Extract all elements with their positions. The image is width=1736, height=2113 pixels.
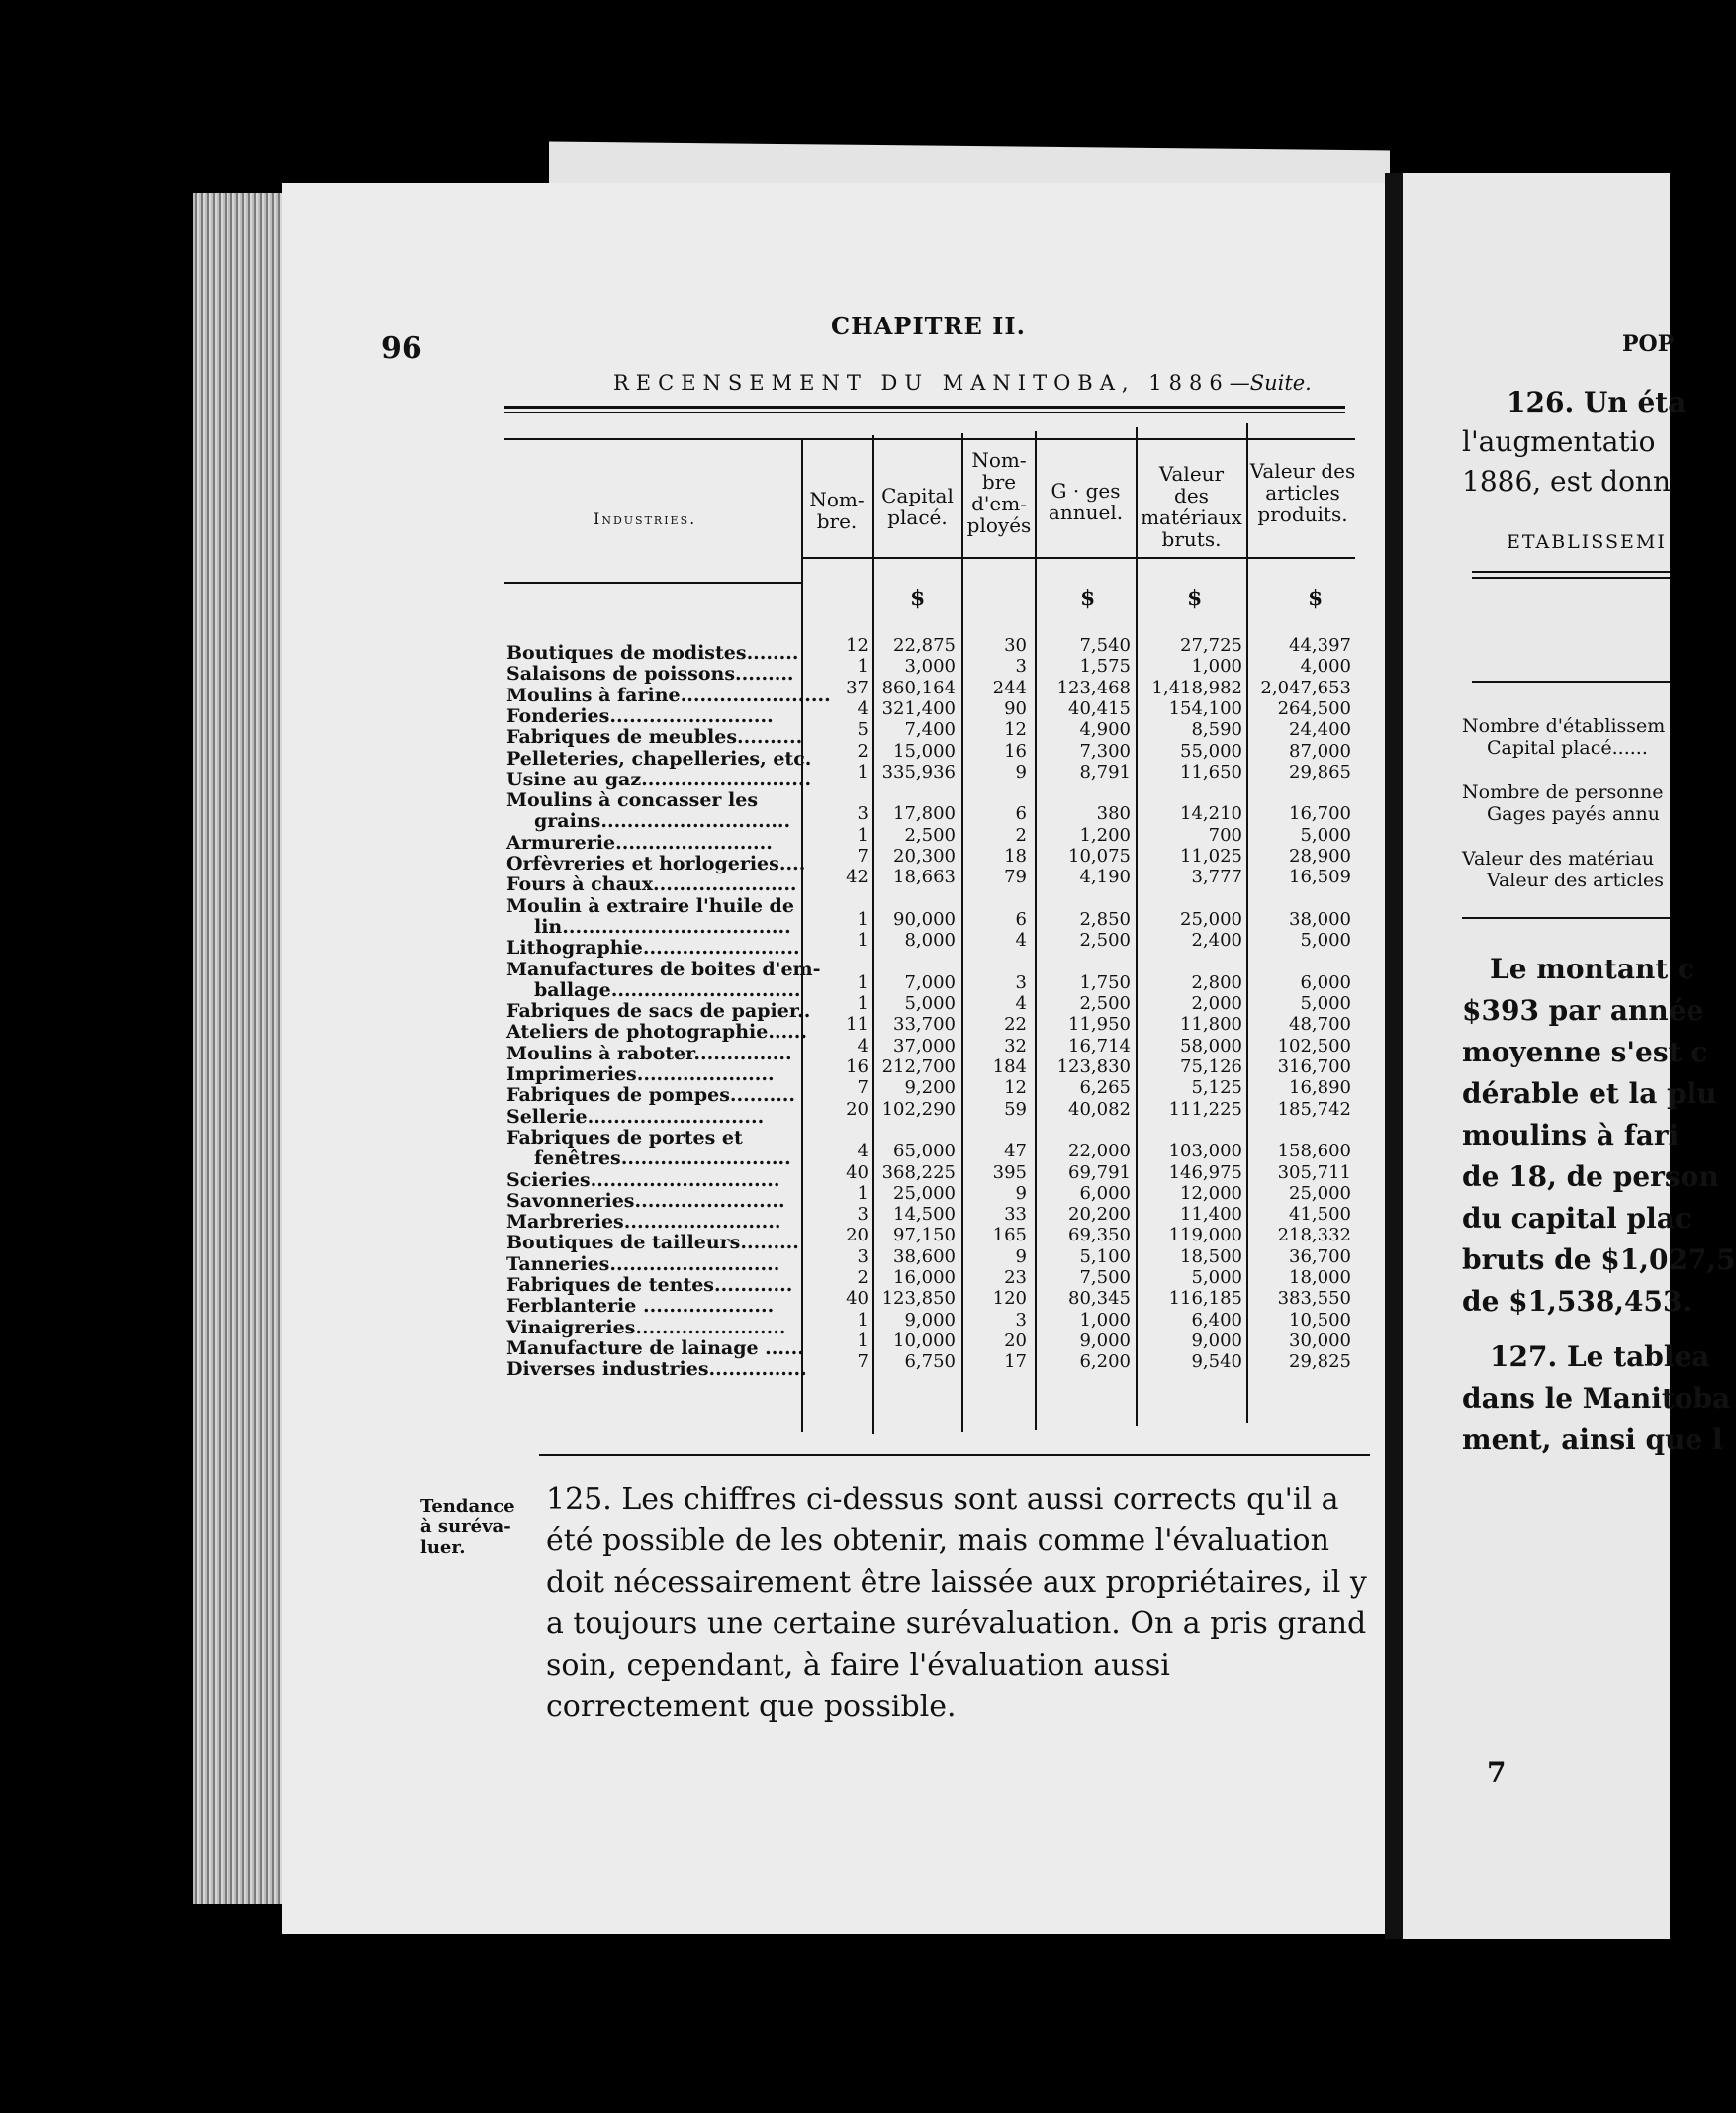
industry-label: Fabriques de meubles.......... (506, 726, 803, 749)
articles-cell: 87,000 (1289, 740, 1351, 762)
nombre-cell: 1 (857, 930, 868, 952)
materiaux-cell: 111,225 (1168, 1098, 1242, 1120)
right-page-footer: 7 (1487, 1756, 1507, 1789)
capital-cell: 9,200 (904, 1077, 956, 1099)
employes-cell: 184 (992, 1056, 1027, 1077)
nombre-cell: 1 (857, 824, 868, 846)
capital-cell: 9,000 (904, 1309, 956, 1331)
articles-cell: 264,500 (1277, 697, 1351, 719)
header-capital: Capital placé. (881, 484, 954, 529)
materiaux-cell: 75,126 (1180, 1056, 1242, 1077)
table-bottom-rule (539, 1454, 1370, 1456)
gages-cell: 80,345 (1068, 1288, 1131, 1310)
industry-label: Fonderies......................... (506, 704, 774, 727)
articles-cell: 36,700 (1289, 1245, 1351, 1267)
page-number: 96 (381, 331, 422, 366)
capital-cell: 16,000 (893, 1267, 956, 1288)
header-bottom-rule-right (801, 557, 1355, 559)
nombre-cell: 1 (857, 656, 868, 678)
materiaux-cell: 11,025 (1180, 846, 1242, 867)
margin-note-line: Tendance (420, 1496, 515, 1516)
articles-cell: 158,600 (1277, 1141, 1351, 1162)
nombre-cell: 12 (846, 635, 868, 656)
employes-cell: 20 (1004, 1330, 1027, 1351)
industry-label: Moulin à extraire l'huile de (506, 894, 794, 917)
articles-cell: 305,711 (1277, 1161, 1351, 1183)
capital-cell: 17,800 (893, 803, 956, 825)
nombre-cell: 42 (846, 867, 868, 888)
nombre-cell: 20 (846, 1098, 868, 1120)
gages-cell: 123,830 (1056, 1056, 1131, 1077)
montant-line: de $1,538,453. (1462, 1285, 1692, 1318)
industry-label: Savonneries....................... (506, 1189, 785, 1212)
employes-cell: 22 (1004, 1014, 1027, 1036)
industry-label: Fours à chaux...................... (506, 873, 797, 896)
materiaux-cell: 11,800 (1180, 1014, 1242, 1036)
capital-cell: 368,225 (881, 1161, 956, 1183)
nombre-cell: 5 (857, 719, 868, 741)
industry-label: fenêtres.......................... (534, 1148, 791, 1170)
nombre-cell: 7 (857, 1351, 868, 1373)
p127-line: 127. Le tablea (1490, 1340, 1710, 1373)
materiaux-cell: 1,000 (1191, 656, 1242, 678)
materiaux-cell: 55,000 (1180, 740, 1242, 762)
capital-cell: 102,290 (881, 1098, 956, 1120)
running-title-suffix: —Suite. (1229, 371, 1312, 395)
articles-cell: 10,500 (1289, 1309, 1351, 1331)
gages-cell: 6,000 (1079, 1182, 1131, 1204)
right-page-header: POP (1622, 331, 1675, 357)
right-rule (1472, 681, 1670, 683)
employes-cell: 47 (1004, 1141, 1027, 1162)
currency-symbol: $ (1187, 586, 1203, 611)
materiaux-cell: 12,000 (1180, 1182, 1242, 1204)
employes-cell: 2 (1015, 824, 1027, 846)
materiaux-cell: 6,400 (1191, 1309, 1242, 1331)
right-rule (1472, 571, 1670, 573)
capital-cell: 6,750 (904, 1351, 956, 1373)
materiaux-cell: 14,210 (1180, 803, 1242, 825)
industry-label: lin................................... (534, 915, 791, 938)
nombre-cell: 1 (857, 971, 868, 993)
margin-note-line: à suréva- (420, 1516, 511, 1537)
gages-cell: 6,200 (1079, 1351, 1131, 1373)
articles-cell: 6,000 (1300, 971, 1351, 993)
gages-cell: 4,190 (1079, 867, 1131, 888)
title-rule (504, 406, 1345, 413)
employes-cell: 18 (1004, 846, 1027, 867)
articles-cell: 30,000 (1289, 1330, 1351, 1351)
industry-label: Fabriques de tentes............ (506, 1274, 793, 1296)
capital-cell: 5,000 (904, 993, 956, 1015)
industry-label: Manufacture de lainage ...... (506, 1336, 804, 1359)
industry-label: Lithographie........................ (506, 937, 800, 960)
industry-label: Fabriques de pompes.......... (506, 1084, 796, 1107)
industry-label: Fabriques de portes et (506, 1126, 743, 1148)
articles-cell: 29,865 (1289, 761, 1351, 782)
employes-cell: 6 (1015, 908, 1027, 930)
gages-cell: 380 (1096, 803, 1131, 825)
industry-label: Boutiques de tailleurs......... (506, 1232, 799, 1254)
gages-cell: 2,850 (1079, 908, 1131, 930)
capital-cell: 7,400 (904, 719, 956, 741)
montant-line: moulins à fari (1462, 1119, 1680, 1151)
industry-label: Armurerie........................ (506, 831, 773, 854)
materiaux-cell: 5,125 (1191, 1077, 1242, 1099)
employes-cell: 17 (1004, 1351, 1027, 1373)
paragraph-125: 125. Les chiffres ci-dessus sont aussi corrects qu'il a été possible de les obtenir, mais comme l'évaluation doit nécessairement être laissée aux propriétaires, il y a toujours une certaine surévaluation. On a pris grand soin, cependant, à faire l'évaluation aussi correctement que possible. (546, 1482, 1367, 1724)
header-gages: G · ges annuel. (1048, 479, 1124, 524)
articles-cell: 41,500 (1289, 1204, 1351, 1226)
book-gutter (1385, 173, 1403, 1939)
nombre-cell: 4 (857, 697, 868, 719)
employes-cell: 12 (1004, 1077, 1027, 1099)
gages-cell: 11,950 (1068, 1014, 1131, 1036)
industry-label: Moulins à concasser les (506, 789, 759, 812)
running-title (613, 371, 1312, 395)
employes-cell: 59 (1004, 1098, 1027, 1120)
articles-cell: 18,000 (1289, 1267, 1351, 1288)
industry-label: Fabriques de sacs de papier.. (506, 1000, 811, 1023)
right-page (1403, 173, 1736, 1939)
industry-label: Vinaigreries....................... (506, 1316, 786, 1338)
right-rule (1472, 577, 1670, 579)
articles-cell: 16,890 (1289, 1077, 1351, 1099)
employes-cell: 79 (1004, 867, 1027, 888)
nombre-cell: 40 (846, 1288, 868, 1310)
articles-cell: 25,000 (1289, 1182, 1351, 1204)
nombre-cell: 7 (857, 846, 868, 867)
gages-cell: 5,100 (1079, 1245, 1131, 1267)
nombre-cell: 3 (857, 1204, 868, 1226)
nombre-cell: 1 (857, 1309, 868, 1331)
capital-cell: 10,000 (893, 1330, 956, 1351)
capital-cell: 97,150 (893, 1225, 956, 1246)
articles-cell: 102,500 (1277, 1035, 1351, 1056)
gages-cell: 6,265 (1079, 1077, 1131, 1099)
articles-cell: 24,400 (1289, 719, 1351, 741)
gages-cell: 40,082 (1068, 1098, 1131, 1120)
capital-cell: 22,875 (893, 635, 956, 656)
nombre-cell: 3 (857, 1245, 868, 1267)
articles-cell: 16,700 (1289, 803, 1351, 825)
header-top-rule (504, 438, 1355, 440)
gages-cell: 20,200 (1068, 1204, 1131, 1226)
nombre-cell: 1 (857, 1182, 868, 1204)
capital-cell: 90,000 (893, 908, 956, 930)
materiaux-cell: 25,000 (1180, 908, 1242, 930)
currency-symbol: $ (1080, 586, 1096, 611)
montant-line: Le montant c (1490, 953, 1695, 985)
currency-symbol: $ (1308, 586, 1324, 611)
employes-cell: 23 (1004, 1267, 1027, 1288)
capital-cell: 38,600 (893, 1245, 956, 1267)
industry-label: Moulins à raboter............... (506, 1042, 792, 1064)
montant-line: dérable et la plu (1462, 1077, 1717, 1110)
gages-cell: 69,350 (1068, 1225, 1131, 1246)
gages-cell: 16,714 (1068, 1035, 1131, 1056)
capital-cell: 15,000 (893, 740, 956, 762)
materiaux-cell: 3,777 (1191, 867, 1242, 888)
capital-cell: 33,700 (893, 1014, 956, 1036)
gages-cell: 69,791 (1068, 1161, 1131, 1183)
capital-cell: 212,700 (881, 1056, 956, 1077)
industry-label: Moulins à farine....................... (506, 684, 831, 706)
employes-cell: 12 (1004, 719, 1027, 741)
capital-cell: 7,000 (904, 971, 956, 993)
articles-cell: 4,000 (1300, 656, 1351, 678)
employes-cell: 3 (1015, 971, 1027, 993)
gages-cell: 40,415 (1068, 697, 1131, 719)
capital-cell: 65,000 (893, 1141, 956, 1162)
gages-cell: 2,500 (1079, 993, 1131, 1015)
articles-cell: 5,000 (1300, 930, 1351, 952)
gages-cell: 123,468 (1056, 677, 1131, 698)
articles-cell: 5,000 (1300, 993, 1351, 1015)
industry-label: Pelleteries, chapelleries, etc. (506, 747, 812, 770)
employes-cell: 9 (1015, 761, 1027, 782)
materiaux-cell: 146,975 (1168, 1161, 1242, 1183)
capital-cell: 123,850 (881, 1288, 956, 1310)
materiaux-cell: 1,418,982 (1151, 677, 1242, 698)
right-table-row: Nombre d'établissem (1462, 715, 1666, 737)
employes-cell: 4 (1015, 930, 1027, 952)
nombre-cell: 2 (857, 1267, 868, 1288)
articles-cell: 48,700 (1289, 1014, 1351, 1036)
p126-line: 1886, est donn (1462, 465, 1671, 498)
gages-cell: 7,300 (1079, 740, 1131, 762)
materiaux-cell: 154,100 (1168, 697, 1242, 719)
employes-cell: 90 (1004, 697, 1027, 719)
industry-label: Imprimeries..................... (506, 1063, 775, 1085)
nombre-cell: 16 (846, 1056, 868, 1077)
gages-cell: 7,500 (1079, 1267, 1131, 1288)
nombre-cell: 1 (857, 993, 868, 1015)
right-table-row: Gages payés annu (1487, 803, 1660, 825)
articles-cell: 218,332 (1277, 1225, 1351, 1246)
header-nombre: Nom- bre. (809, 488, 865, 533)
currency-symbol: $ (910, 586, 926, 611)
gages-cell: 1,750 (1079, 971, 1131, 993)
articles-cell: 29,825 (1289, 1351, 1351, 1373)
capital-cell: 14,500 (893, 1204, 956, 1226)
employes-cell: 4 (1015, 993, 1027, 1015)
margin-note (420, 1496, 515, 1558)
gages-cell: 9,000 (1079, 1330, 1131, 1351)
nombre-cell: 7 (857, 1077, 868, 1099)
gages-cell: 10,075 (1068, 846, 1131, 867)
header-articles: Valeur des articles produits. (1249, 459, 1356, 526)
header-bottom-rule (504, 582, 801, 584)
materiaux-cell: 9,000 (1191, 1330, 1242, 1351)
p127-line: dans le Manitoba (1462, 1382, 1731, 1415)
nombre-cell: 2 (857, 740, 868, 762)
gages-cell: 1,200 (1079, 824, 1131, 846)
industry-label: Scieries............................. (506, 1168, 780, 1191)
nombre-cell: 40 (846, 1161, 868, 1183)
materiaux-cell: 2,000 (1191, 993, 1242, 1015)
industry-label: ballage............................. (534, 978, 801, 1001)
employes-cell: 9 (1015, 1182, 1027, 1204)
articles-cell: 28,900 (1289, 846, 1351, 867)
p126-line: l'augmentatio (1462, 425, 1656, 458)
chapter-heading: CHAPITRE II. (831, 312, 1026, 340)
nombre-cell: 3 (857, 803, 868, 825)
capital-cell: 335,936 (881, 761, 956, 782)
employes-cell: 244 (992, 677, 1027, 698)
employes-cell: 120 (992, 1288, 1027, 1310)
capital-cell: 18,663 (893, 867, 956, 888)
employes-cell: 32 (1004, 1035, 1027, 1056)
capital-cell: 8,000 (904, 930, 956, 952)
materiaux-cell: 2,800 (1191, 971, 1242, 993)
materiaux-cell: 103,000 (1168, 1141, 1242, 1162)
materiaux-cell: 11,400 (1180, 1204, 1242, 1226)
employes-cell: 30 (1004, 635, 1027, 656)
gages-cell: 8,791 (1079, 761, 1131, 782)
montant-line: $393 par année (1462, 994, 1704, 1027)
industry-label: Boutiques de modistes........ (506, 642, 799, 664)
gages-cell: 22,000 (1068, 1141, 1131, 1162)
header-employes: Nom- bre d'em- ployés (966, 448, 1032, 537)
right-table-row: Capital placé...... (1487, 737, 1648, 759)
materiaux-cell: 18,500 (1180, 1245, 1242, 1267)
employes-cell: 3 (1015, 656, 1027, 678)
articles-cell: 316,700 (1277, 1056, 1351, 1077)
materiaux-cell: 116,185 (1168, 1288, 1242, 1310)
gages-cell: 1,000 (1079, 1309, 1131, 1331)
gages-cell: 2,500 (1079, 930, 1131, 952)
materiaux-cell: 58,000 (1180, 1035, 1242, 1056)
capital-cell: 25,000 (893, 1182, 956, 1204)
right-rule (1462, 917, 1670, 919)
nombre-cell: 1 (857, 1330, 868, 1351)
articles-cell: 38,000 (1289, 908, 1351, 930)
header-industries: Industries. (594, 509, 697, 528)
capital-cell: 37,000 (893, 1035, 956, 1056)
industry-label: Salaisons de poissons......... (506, 663, 794, 686)
industry-label: grains............................. (534, 810, 791, 833)
employes-cell: 16 (1004, 740, 1027, 762)
right-table-row: Nombre de personne (1462, 781, 1664, 803)
materiaux-cell: 27,725 (1180, 635, 1242, 656)
montant-line: bruts de $1,027,5 (1462, 1243, 1736, 1276)
materiaux-cell: 9,540 (1191, 1351, 1242, 1373)
employes-cell: 33 (1004, 1204, 1027, 1226)
materiaux-cell: 119,000 (1168, 1225, 1242, 1246)
employes-cell: 165 (992, 1225, 1027, 1246)
capital-cell: 860,164 (881, 677, 956, 698)
header-materiaux: Valeur des matériaux bruts. (1141, 462, 1242, 551)
gages-cell: 7,540 (1079, 635, 1131, 656)
industry-label: Usine au gaz.......................... (506, 768, 812, 790)
industry-label: Ateliers de photographie...... (506, 1021, 808, 1044)
gages-cell: 4,900 (1079, 719, 1131, 741)
industry-label: Tanneries.......................... (506, 1252, 780, 1275)
articles-cell: 16,509 (1289, 867, 1351, 888)
articles-cell: 44,397 (1289, 635, 1351, 656)
right-table-title: ETABLISSEMI (1507, 531, 1667, 553)
materiaux-cell: 700 (1208, 824, 1242, 846)
industry-label: Manufactures de boites d'em- (506, 958, 821, 980)
nombre-cell: 20 (846, 1225, 868, 1246)
articles-cell: 5,000 (1300, 824, 1351, 846)
capital-cell: 3,000 (904, 656, 956, 678)
right-table-row: Valeur des articles (1487, 870, 1665, 891)
articles-cell: 383,550 (1277, 1288, 1351, 1310)
book-page-edges (193, 193, 287, 1904)
nombre-cell: 11 (846, 1014, 868, 1036)
montant-line: de 18, de person (1462, 1160, 1719, 1193)
materiaux-cell: 8,590 (1191, 719, 1242, 741)
nombre-cell: 4 (857, 1141, 868, 1162)
running-title-text: RECENSEMENT DU MANITOBA, 1886 (613, 371, 1230, 395)
employes-cell: 9 (1015, 1245, 1027, 1267)
nombre-cell: 1 (857, 908, 868, 930)
gages-cell: 1,575 (1079, 656, 1131, 678)
p126-line: 126. Un éta (1507, 386, 1687, 418)
industry-label: Diverses industries............... (506, 1358, 807, 1381)
articles-cell: 185,742 (1277, 1098, 1351, 1120)
employes-cell: 395 (992, 1161, 1027, 1183)
nombre-cell: 4 (857, 1035, 868, 1056)
materiaux-cell: 2,400 (1191, 930, 1242, 952)
capital-cell: 2,500 (904, 824, 956, 846)
industry-label: Orfèvreries et horlogeries.... (506, 853, 806, 874)
montant-line: moyenne s'est c (1462, 1036, 1708, 1068)
p127-line: ment, ainsi que l (1462, 1424, 1723, 1456)
montant-line: du capital plac (1462, 1202, 1691, 1235)
materiaux-cell: 11,650 (1180, 761, 1242, 782)
industry-label: Ferblanterie .................... (506, 1295, 775, 1318)
nombre-cell: 1 (857, 761, 868, 782)
right-table-row: Valeur des matériau (1462, 848, 1655, 870)
articles-cell: 2,047,653 (1260, 677, 1351, 698)
materiaux-cell: 5,000 (1191, 1267, 1242, 1288)
nombre-cell: 37 (846, 677, 868, 698)
capital-cell: 321,400 (881, 697, 956, 719)
margin-note-line: luer. (420, 1537, 466, 1558)
industry-label: Marbreries........................ (506, 1211, 781, 1234)
industry-label: Sellerie........................... (506, 1105, 765, 1128)
capital-cell: 20,300 (893, 846, 956, 867)
employes-cell: 3 (1015, 1309, 1027, 1331)
employes-cell: 6 (1015, 803, 1027, 825)
